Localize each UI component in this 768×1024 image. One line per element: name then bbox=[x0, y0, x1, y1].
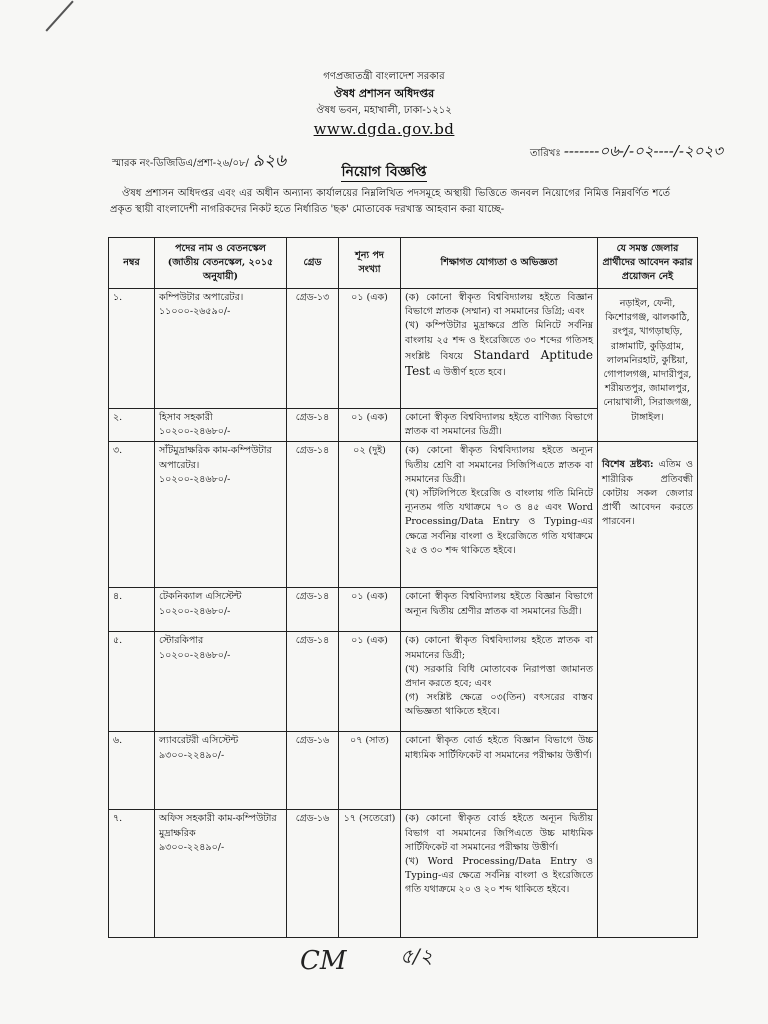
vacancy-table bbox=[108, 237, 698, 938]
pay-scale: ১১০০০-২৬৫৯০/- bbox=[159, 306, 231, 318]
memo-label: স্মারক নং-ডিজিডিএ/প্রশা-২৬/০৮/ bbox=[112, 158, 249, 169]
qualification-item: (ক) কোনো স্বীকৃত বিশ্ববিদ্যালয় হইতে বিজ্ঞান বিভাগে স্নাতক (সম্মান) বা সমমানের ডিগ্রি; এবং bbox=[405, 292, 593, 318]
pay-scale: ১০২০০-২৪৬৮০/- bbox=[159, 605, 231, 617]
qualification-item: (খ) কম্পিউটার মুদ্রাক্ষরে প্রতি মিনিটে সর্বনিম্ন বাংলায় ২৫ শব্দ ও ইংরেজিতে ৩০ শব্দের গতিসহ সংশ্লিষ্ট বিষয়ে Standard Aptitude Test এ উত্তীর্ণ হতে হবে। bbox=[405, 320, 593, 379]
qualification-item: (খ) সাঁটলিপিতে ইংরেজি ও বাংলায় গতি মিনিটে ন্যূনতম গতি যথাক্রমে ৭০ ও ৪৫ এবং Word Processing/Data Entry ও Typing-এর ক্ষেত্রে সর্বনিম্ন বাংলা ও ইংরেজিতে গতি যথাক্রমে ২৫ ও ৩০ শব্দ থাকিতে হইবে। bbox=[405, 488, 593, 556]
qualification-item: কোনো স্বীকৃত বিশ্ববিদ্যালয় হইতে বাণিজ্য বিভাগে স্নাতক বা সমমানের ডিগ্রী। bbox=[405, 412, 593, 438]
header-post: পদের নাম ও বেতনস্কেল (জাতীয় বেতনস্কেল, ২০১৫ অনুযায়ী) bbox=[155, 238, 287, 289]
header-vacancy: শূন্য পদ সংখ্যা bbox=[339, 238, 401, 289]
row-vacancy: ০১ (এক) bbox=[339, 409, 401, 442]
row-grade: গ্রেড-১৬ bbox=[287, 810, 339, 938]
row-grade: গ্রেড-১৪ bbox=[287, 409, 339, 442]
qualification-item: (খ) Word Processing/Data Entry ও Typing-এর ক্ষেত্রে সর্বনিম্ন বাংলা ও ইংরেজিতে গতি যথাক্রমে ২০ ও ২০ শব্দ থাকিতে হইবে। bbox=[405, 856, 593, 896]
row-qualification bbox=[401, 588, 598, 632]
qualification-item: (খ) সরকারি বিধি মোতাবেক নিরাপত্তা জামানত প্রদান করতে হবে; এবং bbox=[405, 663, 593, 690]
post-name: অফিস সহকারী কাম-কম্পিউটার মুদ্রাক্ষরিক bbox=[159, 813, 277, 839]
row-post bbox=[155, 442, 287, 588]
pay-scale: ৯৩০০-২২৪৯০/- bbox=[159, 841, 225, 853]
date-value: -------০৬-/-০২----/-২০২৩ bbox=[563, 142, 723, 160]
qualification-item: (গ) সংশ্লিষ্ট ক্ষেত্রে ০৩(তিন) বৎসরের বাস্তব অভিজ্ঞতা থাকিতে হইবে। bbox=[405, 692, 593, 718]
row-serial: ৫. bbox=[109, 632, 155, 732]
date-label: তারিখঃ bbox=[530, 148, 561, 159]
pay-scale: ১০২০০-২৪৬৮০/- bbox=[159, 426, 231, 438]
header-serial: নম্বর bbox=[109, 238, 155, 289]
special-note-label: বিশেষ দ্রষ্টব্য: bbox=[602, 459, 654, 471]
row-post bbox=[155, 732, 287, 810]
row-qualification bbox=[401, 442, 598, 588]
department-name: ঔষধ প্রশাসন অধিদপ্তর bbox=[333, 87, 435, 100]
qualification-item: (ক) কোনো স্বীকৃত বোর্ড হইতে অন্যূন দ্বিতীয় বিভাগ বা সমমানের জিপিএতে উচ্চ মাধ্যমিক সার্টিফিকেট বা সমমানের পরীক্ষায় উত্তীর্ণ। bbox=[405, 813, 593, 853]
special-note-cell bbox=[598, 442, 698, 938]
signature-date: ৫/২ bbox=[400, 944, 433, 968]
row-serial: ৪. bbox=[109, 588, 155, 632]
row-vacancy: ০১ (এক) bbox=[339, 588, 401, 632]
row-vacancy: ১৭ (সতেরো) bbox=[339, 810, 401, 938]
row-vacancy: ০১ (এক) bbox=[339, 632, 401, 732]
post-name: স্টোরকিপার bbox=[159, 635, 204, 647]
row-qualification bbox=[401, 632, 598, 732]
notice-title: নিয়োগ বিজ্ঞপ্তি bbox=[341, 164, 427, 180]
pay-scale: ১০২০০-২৪৬৮০/- bbox=[159, 473, 231, 485]
row-post bbox=[155, 810, 287, 938]
row-vacancy: ০২ (দুই) bbox=[339, 442, 401, 588]
pen-mark bbox=[45, 1, 73, 32]
row-grade: গ্রেড-১৪ bbox=[287, 588, 339, 632]
post-name: কম্পিউটার অপারেটর। bbox=[159, 292, 244, 303]
special-note bbox=[602, 458, 693, 529]
row-serial: ১. bbox=[109, 289, 155, 409]
qualification-item: (ক) কোনো স্বীকৃত বিশ্ববিদ্যালয় হইতে স্নাতক বা সমমানের ডিগ্রী; bbox=[405, 635, 593, 661]
header-qualification: শিক্ষাগত যোগ্যতা ও অভিজ্ঞতা bbox=[401, 238, 598, 289]
post-name: সাঁটমুদ্রাক্ষরিক কাম-কম্পিউটার অপারেটর। bbox=[159, 445, 272, 471]
row-grade: গ্রেড-১৪ bbox=[287, 632, 339, 732]
row-post bbox=[155, 289, 287, 409]
excluded-districts-cell bbox=[598, 289, 698, 442]
excluded-districts-list: নড়াইল, ফেনী, কিশোরগঞ্জ, ঝালকাঠি, রংপুর, খাগড়াছড়ি, রাঙ্গামাটি, কুড়িগ্রাম, লালমনিরহাট, কুষ্টিয়া, গোপালগঞ্জ, মাদারীপুর, শরীয়তপুর, জামালপুর, নোয়াখালী, সিরাজগঞ্জ, টাঙ্গাইল। bbox=[603, 298, 692, 423]
government-name: গণপ্রজাতন্ত্রী বাংলাদেশ সরকার bbox=[323, 71, 445, 82]
row-serial: ২. bbox=[109, 409, 155, 442]
table-row bbox=[109, 289, 698, 409]
post-name: ল্যাবরেটরী এসিস্টেন্ট bbox=[159, 735, 239, 747]
qualification-item: কোনো স্বীকৃত বোর্ড হইতে বিজ্ঞান বিভাগে উচ্চ মাধ্যমিক সার্টিফিকেট বা সমমানের পরীক্ষায় উত্তীর্ণ। bbox=[405, 735, 593, 761]
header-grade: গ্রেড bbox=[287, 238, 339, 289]
memo-number: ৯২৬ bbox=[252, 151, 287, 171]
pay-scale: ১০২০০-২৪৬৮০/- bbox=[159, 649, 231, 661]
post-name: হিসাব সহকারী bbox=[159, 412, 213, 423]
signature-initials: CM bbox=[300, 946, 347, 976]
qualification-item: (ক) কোনো স্বীকৃত বিশ্ববিদ্যালয় হইতে অন্যূন দ্বিতীয় শ্রেণি বা সমমানের সিজিপিএতে স্নাতক বা সমমানের ডিগ্রী। bbox=[405, 445, 593, 485]
row-vacancy: ০৭ (সাত) bbox=[339, 732, 401, 810]
special-note-text: এতিম ও শারীরিক প্রতিবন্ধী কোটায় সকল জেলার প্রার্থী আবেদন করতে পারবেন। bbox=[602, 459, 693, 528]
header-districts: যে সমস্ত জেলার প্রার্থীদের আবেদন করার প্রয়োজন নেই bbox=[598, 238, 698, 289]
row-qualification bbox=[401, 732, 598, 810]
row-serial: ৭. bbox=[109, 810, 155, 938]
row-serial: ৩. bbox=[109, 442, 155, 588]
row-grade: গ্রেড-১৪ bbox=[287, 442, 339, 588]
row-qualification bbox=[401, 409, 598, 442]
post-name: টেকনিক্যাল এসিস্টেন্ট bbox=[159, 591, 242, 603]
row-qualification bbox=[401, 810, 598, 938]
row-grade: গ্রেড-১৩ bbox=[287, 289, 339, 409]
letterhead bbox=[0, 68, 768, 138]
pay-scale: ৯৩০০-২২৪৯০/- bbox=[159, 749, 225, 761]
row-post bbox=[155, 632, 287, 732]
row-post bbox=[155, 588, 287, 632]
row-qualification bbox=[401, 289, 598, 409]
table-row bbox=[109, 442, 698, 588]
row-grade: গ্রেড-১৬ bbox=[287, 732, 339, 810]
row-post bbox=[155, 409, 287, 442]
website-link[interactable]: www.dgda.gov.bd bbox=[313, 120, 455, 138]
aptitude-test-name: Standard Aptitude Test bbox=[405, 347, 593, 379]
row-serial: ৬. bbox=[109, 732, 155, 810]
table-header-row bbox=[109, 238, 698, 289]
qualification-item: কোনো স্বীকৃত বিশ্ববিদ্যালয় হইতে বিজ্ঞান বিভাগে অন্যূন দ্বিতীয় শ্রেণীর স্নাতক বা সমমানের ডিগ্রী। bbox=[405, 591, 593, 617]
row-vacancy: ০১ (এক) bbox=[339, 289, 401, 409]
intro-paragraph: ঔষধ প্রশাসন অধিদপ্তর এবং এর অধীন অন্যান্য কার্যালয়ের নিম্নলিখিত পদসমূহে অস্থায়ী ভিত্তিতে জনবল নিয়োগের নিমিত্ত নিম্নবর্ণিত শর্তে প্রকৃত স্থায়ী বাংলাদেশী নাগরিকদের নিকট হতে নির্ধারিত 'ছক' মোতাবেক দরখাস্ত আহবান করা যাচ্ছে- bbox=[110, 188, 670, 215]
department-address: ঔষধ ভবন, মহাখালী, ঢাকা-১২১২ bbox=[316, 105, 452, 116]
